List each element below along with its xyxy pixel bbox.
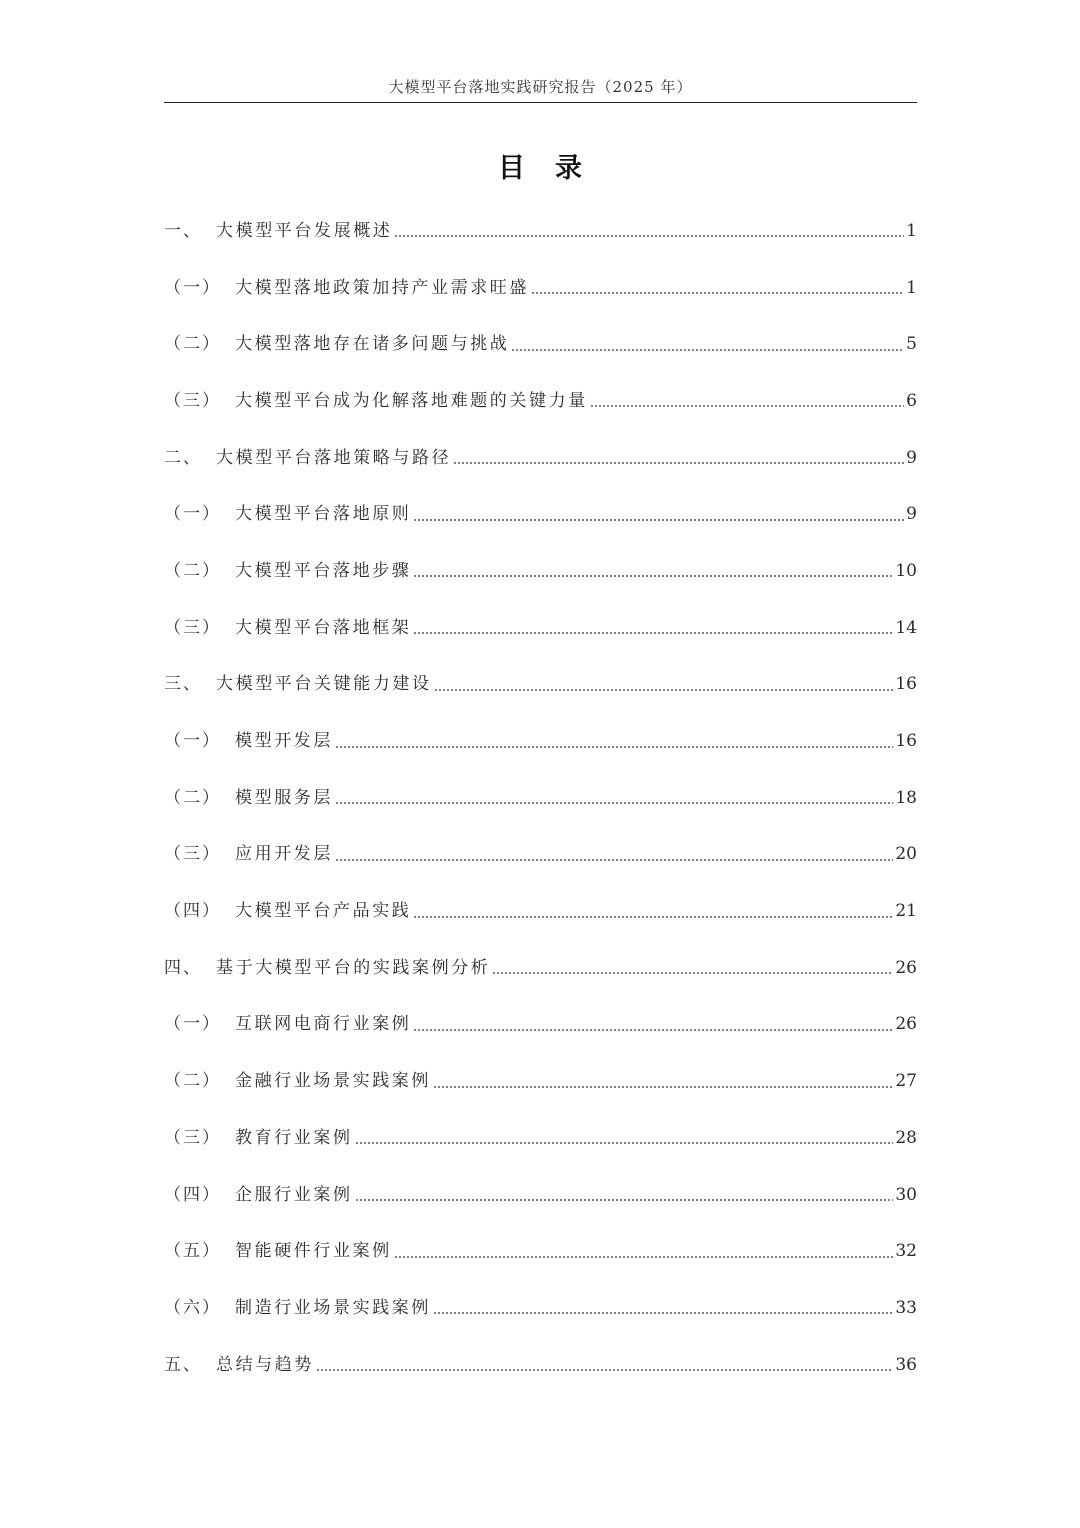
toc-entry-title: 大模型平台产品实践	[235, 901, 412, 922]
toc-entry-page: 5	[906, 334, 917, 355]
toc-entry-number: （三）	[164, 844, 221, 865]
dot-leader	[531, 292, 904, 294]
toc-entry-title: 大模型平台落地原则	[235, 504, 412, 525]
toc-entry-title: 大模型落地政策加持产业需求旺盛	[235, 277, 529, 298]
toc-entry-number: （二）	[164, 1071, 221, 1092]
toc-entry-title: 基于大模型平台的实践案例分析	[216, 957, 491, 978]
dot-leader	[511, 349, 904, 351]
toc-entry-page: 18	[895, 787, 917, 808]
toc-entry-title: 大模型平台成为化解落地难题的关键力量	[235, 390, 588, 411]
toc-title-char-1: 目	[498, 153, 525, 184]
toc-entry-number: （五）	[164, 1241, 221, 1262]
toc-entry-title: 模型开发层	[235, 731, 333, 752]
dot-leader	[433, 1086, 893, 1088]
toc-entry-title: 互联网电商行业案例	[235, 1014, 412, 1035]
toc-entry-number: （二）	[164, 787, 221, 808]
toc-entry-title: 企服行业案例	[235, 1184, 353, 1205]
toc-title-char-2: 录	[555, 153, 582, 184]
toc-entry-number: （三）	[164, 1127, 221, 1148]
dot-leader	[453, 462, 904, 464]
toc-entry-number: 五、	[164, 1354, 202, 1375]
header-rule	[164, 102, 917, 103]
toc-entry-title: 大模型落地存在诸多问题与挑战	[235, 334, 510, 355]
toc-entry-number: （四）	[164, 901, 221, 922]
toc-entry[interactable]	[164, 997, 917, 1054]
toc-entry[interactable]	[164, 260, 917, 317]
toc-entry-page: 1	[906, 277, 917, 298]
toc-entry-number: （三）	[164, 617, 221, 638]
toc-entry-number: 四、	[164, 957, 202, 978]
toc-entry-page: 9	[906, 447, 917, 468]
toc-entry[interactable]	[164, 1223, 917, 1280]
toc-entry-title: 大模型平台落地步骤	[235, 560, 412, 581]
toc-entry-title: 大模型平台落地框架	[235, 617, 412, 638]
toc-entry[interactable]	[164, 1280, 917, 1337]
toc-entry-page: 14	[895, 617, 917, 638]
toc-entry-number: （一）	[164, 1014, 221, 1035]
toc-entry-number: （二）	[164, 334, 221, 355]
dot-leader	[590, 405, 904, 407]
dot-leader	[335, 746, 893, 748]
toc-entry-page: 33	[895, 1297, 917, 1318]
toc-entry[interactable]	[164, 770, 917, 827]
toc-entry[interactable]	[164, 600, 917, 657]
dot-leader	[316, 1369, 893, 1371]
toc-entry-page: 1	[906, 220, 917, 241]
toc-entry[interactable]	[164, 486, 917, 543]
toc-entry-page: 28	[895, 1127, 917, 1148]
dot-leader	[413, 916, 893, 918]
dot-leader	[413, 575, 893, 577]
toc-entry-number: （三）	[164, 390, 221, 411]
dot-leader	[413, 632, 893, 634]
toc-entry[interactable]	[164, 1167, 917, 1224]
toc-entry-page: 16	[895, 674, 917, 695]
toc-entry-title: 大模型平台关键能力建设	[216, 674, 432, 695]
toc-entry-page: 21	[895, 901, 917, 922]
toc-entry-page: 30	[895, 1184, 917, 1205]
toc-entry-page: 6	[906, 390, 917, 411]
toc-entry[interactable]	[164, 316, 917, 373]
toc-entry-number: （二）	[164, 560, 221, 581]
toc-entry-page: 26	[895, 957, 917, 978]
toc-entry[interactable]	[164, 1110, 917, 1167]
toc-entry-title: 模型服务层	[235, 787, 333, 808]
toc-entry-title: 智能硬件行业案例	[235, 1241, 392, 1262]
toc-entry[interactable]	[164, 543, 917, 600]
toc-entry[interactable]	[164, 657, 917, 714]
toc-entry-title: 大模型平台发展概述	[216, 220, 393, 241]
toc-entry-page: 9	[906, 504, 917, 525]
toc-entry-title: 大模型平台落地策略与路径	[216, 447, 452, 468]
toc-entry[interactable]	[164, 713, 917, 770]
toc-entry[interactable]	[164, 883, 917, 940]
toc-entry-page: 36	[895, 1354, 917, 1375]
toc-entry-title: 制造行业场景实践案例	[235, 1297, 431, 1318]
toc-entry[interactable]	[164, 203, 917, 260]
toc-entry-page: 27	[895, 1071, 917, 1092]
toc-entry-title: 金融行业场景实践案例	[235, 1071, 431, 1092]
dot-leader	[335, 802, 893, 804]
toc-entry-title: 应用开发层	[235, 844, 333, 865]
toc-entry-number: （一）	[164, 277, 221, 298]
toc-entry-number: （六）	[164, 1297, 221, 1318]
toc-title	[0, 146, 1080, 185]
dot-leader	[355, 1142, 894, 1144]
toc-entry[interactable]	[164, 430, 917, 487]
toc-list	[164, 203, 917, 1393]
toc-entry[interactable]	[164, 1337, 917, 1394]
toc-entry-page: 26	[895, 1014, 917, 1035]
toc-entry-number: （一）	[164, 731, 221, 752]
toc-entry[interactable]	[164, 373, 917, 430]
dot-leader	[394, 235, 904, 237]
toc-entry-page: 20	[895, 844, 917, 865]
running-header: 大模型平台落地实践研究报告（2025 年）	[388, 78, 693, 96]
toc-entry-page: 16	[895, 731, 917, 752]
toc-entry-page: 10	[895, 560, 917, 581]
toc-entry-number: （四）	[164, 1184, 221, 1205]
dot-leader	[434, 689, 894, 691]
toc-entry[interactable]	[164, 1053, 917, 1110]
dot-leader	[355, 1199, 894, 1201]
dot-leader	[413, 519, 904, 521]
dot-leader	[433, 1312, 893, 1314]
dot-leader	[492, 972, 893, 974]
toc-entry-title: 总结与趋势	[216, 1354, 314, 1375]
toc-entry-number: 一、	[164, 220, 202, 241]
dot-leader	[394, 1256, 894, 1258]
toc-entry[interactable]	[164, 940, 917, 997]
dot-leader	[335, 859, 893, 861]
toc-entry-page: 32	[895, 1241, 917, 1262]
toc-entry-number: （一）	[164, 504, 221, 525]
dot-leader	[413, 1029, 893, 1031]
toc-entry-number: 三、	[164, 674, 202, 695]
toc-entry-title: 教育行业案例	[235, 1127, 353, 1148]
toc-entry-number: 二、	[164, 447, 202, 468]
toc-entry[interactable]	[164, 827, 917, 884]
